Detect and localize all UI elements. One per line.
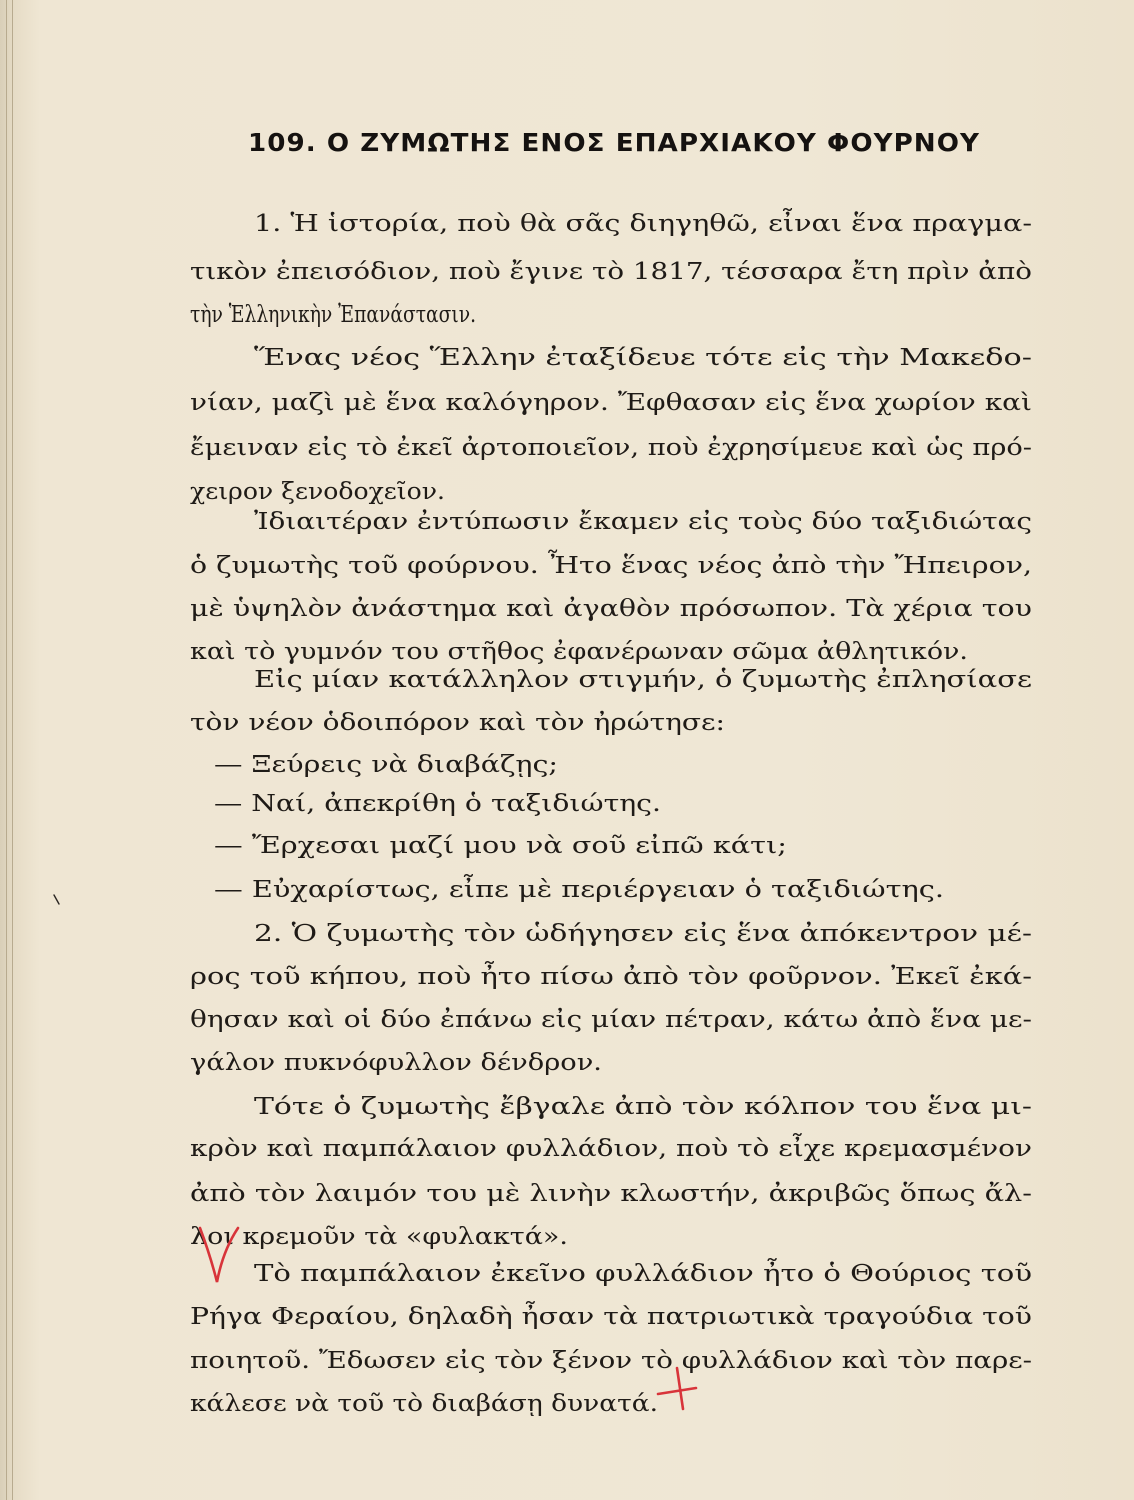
text-line: — Εὐχαρίστως, εἶπε μὲ περιέργειαν ὁ ταξιδιώτης.: [214, 875, 944, 903]
text-line: κάλεσε νὰ τοῦ τὸ διαβάσῃ δυνατά.: [190, 1389, 658, 1417]
text-line: — Ἔρχεσαι μαζί μου νὰ σοῦ εἰπῶ κάτι;: [214, 831, 787, 859]
red-bracket-mark: [196, 1222, 242, 1288]
text-line: ἔμειναν εἰς τὸ ἐκεῖ ἀρτοποιεῖον, ποὺ ἐχρησίμευε καὶ ὡς πρό-: [190, 433, 1032, 461]
text-line: ὁ ζυμωτὴς τοῦ φούρνου. Ἦτο ἕνας νέος ἀπὸ τὴν Ἤπειρον,: [190, 551, 1032, 579]
text-line: μὲ ὑψηλὸν ἀνάστημα καὶ ἀγαθὸν πρόσωπον. Τὰ χέρια του: [190, 594, 1032, 622]
text-line: γάλον πυκνόφυλλον δένδρον.: [190, 1048, 602, 1076]
page-edge-line: [6, 0, 7, 1500]
text-line: θησαν καὶ οἱ δύο ἐπάνω εἰς μίαν πέτραν, κάτω ἀπὸ ἕνα με-: [190, 1005, 1032, 1033]
text-line: Ἕνας νέος Ἕλλην ἐταξίδευε τότε εἰς τὴν Μακεδο-: [254, 343, 1032, 371]
text-line: τὴν Ἑλληνικὴν Ἐπανάστασιν.: [190, 300, 476, 328]
text-line: τικὸν ἐπεισόδιον, ποὺ ἔγινε τὸ 1817, τέσσαρα ἔτη πρὶν ἀπὸ: [190, 257, 1032, 285]
text-line: καὶ τὸ γυμνόν του στῆθος ἐφανέρωναν σῶμα ἀθλητικόν.: [190, 637, 968, 665]
text-line: κρὸν καὶ παμπάλαιον φυλλάδιον, ποὺ τὸ εἶχε κρεμασμένον: [190, 1134, 1032, 1162]
text-line: — Ναί, ἀπεκρίθη ὁ ταξιδιώτης.: [214, 789, 661, 817]
text-line: Εἰς μίαν κατάλληλον στιγμήν, ὁ ζυμωτὴς ἐπλησίασε: [254, 665, 1032, 693]
text-line: λοι κρεμοῦν τὰ «φυλακτά».: [190, 1222, 568, 1250]
text-line: 2. Ὁ ζυμωτὴς τὸν ὡδήγησεν εἰς ἕνα ἀπόκεντρον μέ-: [254, 919, 1032, 947]
text-line: χειρον ξενοδοχεῖον.: [190, 477, 445, 505]
page-edge-line: [12, 0, 13, 1500]
text-line: Ρήγα Φεραίου, δηλαδὴ ἦσαν τὰ πατριωτικὰ τραγούδια τοῦ: [190, 1302, 1032, 1330]
text-line: — Ξεύρεις νὰ διαβάζῃς;: [214, 750, 558, 778]
text-line: ποιητοῦ. Ἔδωσεν εἰς τὸν ξένον τὸ φυλλάδιον καὶ τὸν παρε-: [190, 1346, 1032, 1374]
text-line: Τὸ παμπάλαιον ἐκεῖνο φυλλάδιον ἦτο ὁ Θούριος τοῦ: [254, 1259, 1032, 1287]
text-line: ἀπὸ τὸν λαιμόν του μὲ λινὴν κλωστήν, ἀκριβῶς ὅπως ἄλ-: [190, 1179, 1032, 1207]
text-line: Ἰδιαιτέραν ἐντύπωσιν ἔκαμεν εἰς τοὺς δύο ταξιδιώτας: [254, 507, 1032, 535]
text-line: 1. Ἡ ἱστορία, ποὺ θὰ σᾶς διηγηθῶ, εἶναι ἕνα πραγμα-: [254, 209, 1032, 237]
text-line: τὸν νέον ὁδοιπόρον καὶ τὸν ἠρώτησε:: [190, 708, 725, 736]
text-line: νίαν, μαζὶ μὲ ἕνα καλόγηρον. Ἔφθασαν εἰς ἕνα χωρίον καὶ: [190, 388, 1032, 416]
pencil-speck: [52, 893, 62, 907]
page-title: 109. Ο ΖΥΜΩΤΗΣ ΕΝΟΣ ΕΠΑΡΧΙΑΚΟΥ ΦΟΥΡΝΟΥ: [248, 128, 980, 157]
text-line: ρος τοῦ κήπου, ποὺ ἦτο πίσω ἀπὸ τὸν φοῦρνον. Ἐκεῖ ἐκά-: [190, 962, 1032, 990]
text-line: Τότε ὁ ζυμωτὴς ἔβγαλε ἀπὸ τὸν κόλπον του ἕνα μι-: [254, 1092, 1032, 1120]
red-cross-mark: [650, 1364, 700, 1414]
